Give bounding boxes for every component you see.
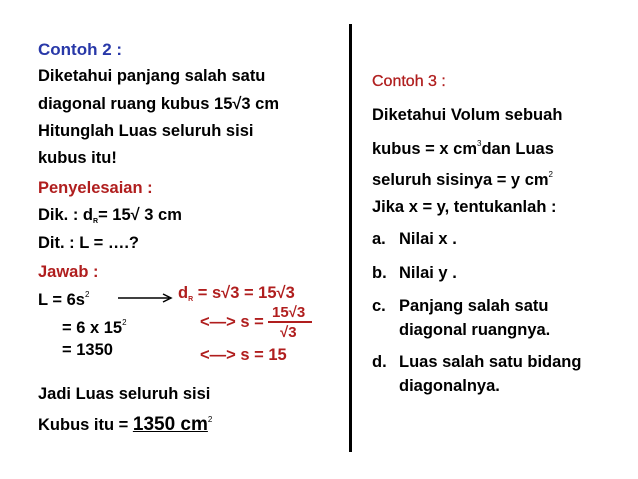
s-fraction-lhs: <—> s =: [200, 313, 264, 331]
list-item-label: a.: [372, 230, 386, 248]
problem-line: Diketahui Volum sebuah: [372, 106, 563, 124]
list-item-text: diagonal ruangnya.: [399, 321, 551, 339]
example-3-title: Contoh 3 :: [372, 73, 446, 90]
arrow-right-icon: [118, 293, 174, 303]
l-line-3: = 1350: [62, 341, 113, 359]
list-item-label: c.: [372, 297, 386, 315]
l-line-2: = 6 x $15^2$: [62, 318, 127, 337]
dik-line: Dik. : $d_R= 15√$ 3 cm: [38, 206, 182, 225]
example-2-title: Contoh 2 :: [38, 40, 123, 59]
list-item-text: Panjang salah satu: [399, 297, 549, 315]
list-item-text: Nilai y .: [399, 264, 457, 282]
list-item-label: d.: [372, 353, 387, 371]
list-item-label: b.: [372, 264, 387, 282]
jawab-label: Jawab :: [38, 263, 99, 281]
answer-value: 1350 cm: [132, 414, 208, 435]
problem-line: kubus itu!: [38, 149, 117, 167]
list-item-text: diagonalnya.: [399, 377, 500, 395]
dit-line: Dit. : L = ….?: [38, 234, 139, 252]
conclusion-line: Jadi Luas seluruh sisi: [38, 385, 211, 403]
dr-equation: $d_R = s√3 = 15√3$: [178, 284, 295, 303]
l-line-1: $L = 6s^2$: [38, 290, 90, 309]
list-item-text: Luas salah satu bidang: [399, 353, 582, 371]
fraction-bar: [268, 321, 312, 323]
problem-line: Hitunglah Luas seluruh sisi: [38, 122, 254, 140]
problem-line: kubus = x $cm^3dan$ Luas: [372, 139, 554, 158]
fraction-numerator: 15√3: [272, 304, 306, 321]
column-divider: [349, 24, 352, 452]
list-item-text: Nilai x .: [399, 230, 457, 248]
solution-label: Penyelesaian :: [38, 179, 153, 197]
problem-line: seluruh sisinya = y $cm^2$: [372, 170, 553, 189]
s-result: <—> s = 15: [200, 346, 287, 364]
fraction-denominator: √3: [280, 324, 297, 341]
problem-line: diagonal ruang kubus 15√3 cm: [38, 95, 280, 113]
problem-line: Jika x = y, tentukanlah :: [372, 198, 557, 216]
conclusion-answer: Kubus itu = 1350 $cm^2$: [38, 414, 213, 435]
problem-line: Diketahui panjang salah satu: [38, 67, 266, 85]
